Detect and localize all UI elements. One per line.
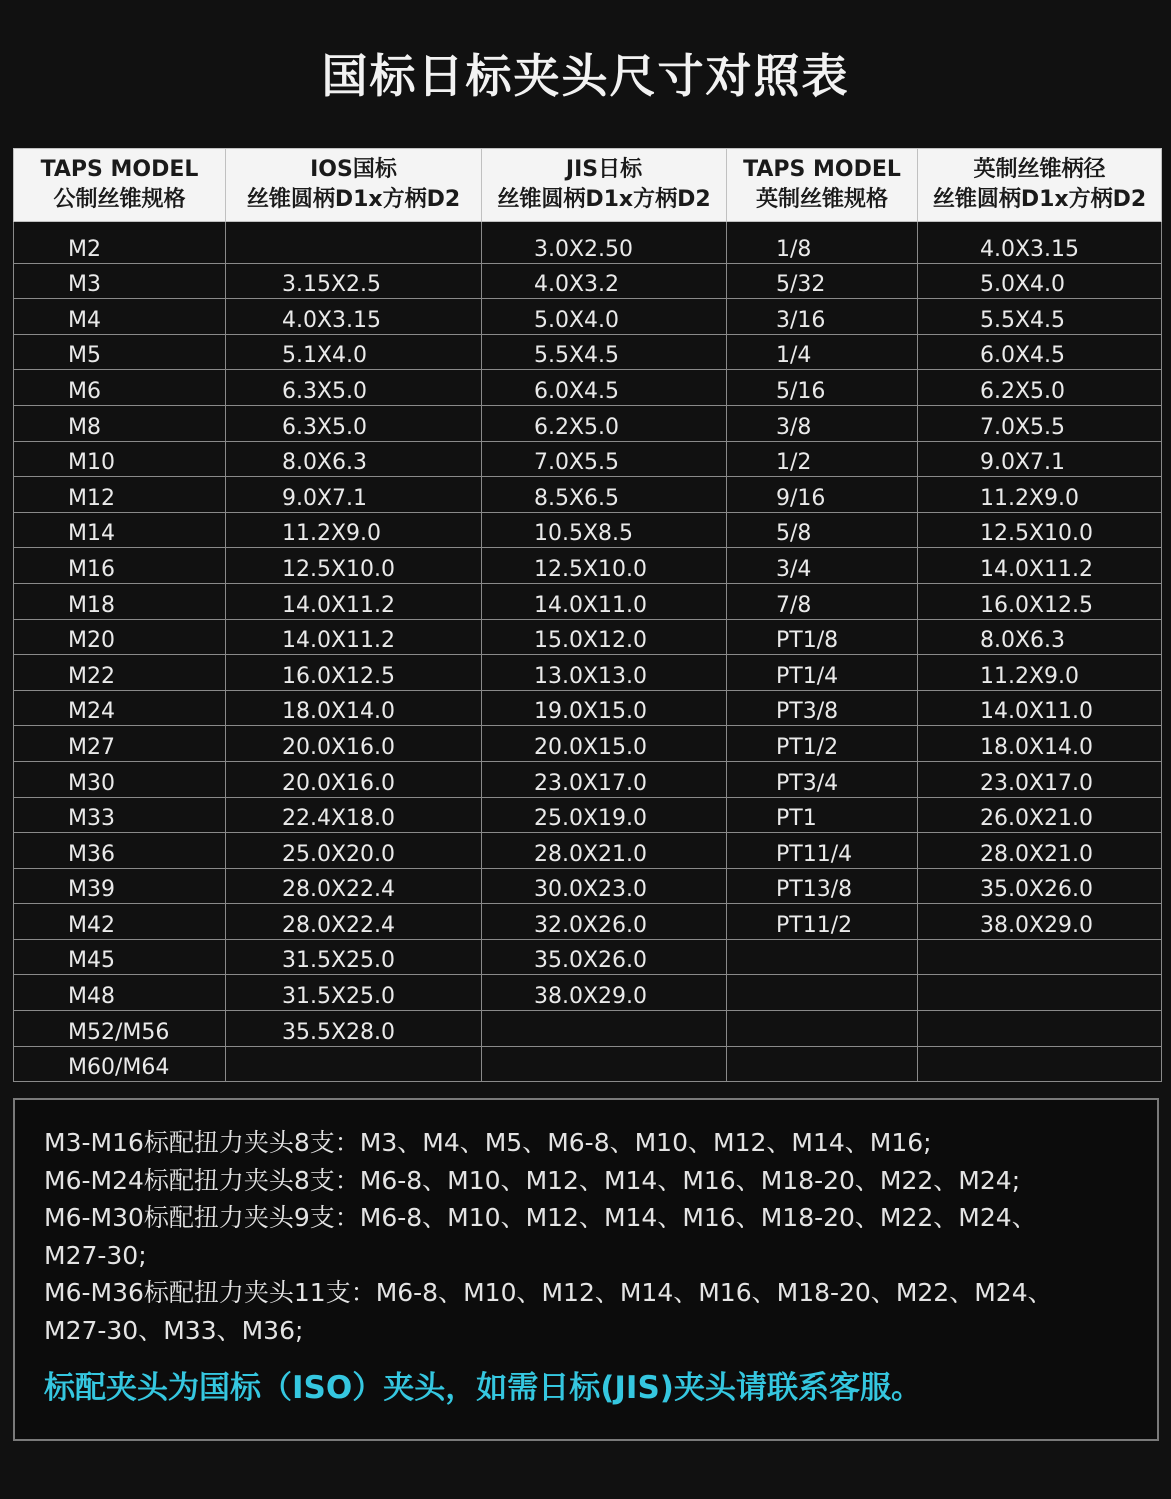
table-cell: PT3/4 — [727, 761, 918, 797]
table-cell: 26.0X21.0 — [918, 797, 1162, 833]
table-cell: 15.0X12.0 — [482, 619, 727, 655]
table-cell — [918, 939, 1162, 975]
table-cell: 3/8 — [727, 405, 918, 441]
table-cell: 18.0X14.0 — [918, 726, 1162, 762]
note-line: M6-M36标配扭力夹头11支：M6-8、M10、M12、M14、M16、M18-20、M22、M24、 — [44, 1278, 1053, 1307]
table-cell: M3 — [14, 263, 226, 299]
table-cell: M12 — [14, 477, 226, 513]
table-row — [14, 222, 1162, 264]
notes-box — [13, 1098, 1159, 1441]
table-cell — [727, 975, 918, 1011]
table-cell: 4.0X3.15 — [226, 299, 482, 335]
table-cell: 31.5X25.0 — [226, 939, 482, 975]
table-cell: 6.0X4.5 — [918, 334, 1162, 370]
table-cell: 10.5X8.5 — [482, 512, 727, 548]
table-cell: 12.5X10.0 — [482, 548, 727, 584]
table-cell: 19.0X15.0 — [482, 690, 727, 726]
table-cell: 11.2X9.0 — [918, 655, 1162, 691]
table-row — [14, 797, 1162, 833]
table-cell — [918, 1046, 1162, 1082]
table-cell: M18 — [14, 583, 226, 619]
note-line: M3-M16标配扭力夹头8支：M3、M4、M5、M6-8、M10、M12、M14、M16; — [44, 1128, 932, 1157]
table-cell: 1/8 — [727, 222, 918, 264]
note-line: M6-M24标配扭力夹头8支：M6-8、M10、M12、M14、M16、M18-20、M22、M24; — [44, 1165, 1021, 1195]
table-body — [14, 222, 1162, 1082]
table-cell — [918, 1011, 1162, 1047]
table-cell: 7.0X5.5 — [918, 405, 1162, 441]
table-row — [14, 370, 1162, 406]
table-cell: 4.0X3.15 — [918, 222, 1162, 264]
table-row — [14, 619, 1162, 655]
table-row — [14, 512, 1162, 548]
table-cell: 3/4 — [727, 548, 918, 584]
table-row — [14, 655, 1162, 691]
table-cell: M36 — [14, 833, 226, 869]
table-cell: 14.0X11.2 — [226, 583, 482, 619]
table-cell: 5/16 — [727, 370, 918, 406]
table-row — [14, 833, 1162, 869]
table-cell: 14.0X11.0 — [482, 583, 727, 619]
table-cell: 5.5X4.5 — [918, 299, 1162, 335]
table-row — [14, 299, 1162, 335]
table-cell: 14.0X11.2 — [918, 548, 1162, 584]
table-cell: 8.5X6.5 — [482, 477, 727, 513]
table-cell — [727, 1046, 918, 1082]
table-cell: 20.0X15.0 — [482, 726, 727, 762]
table-cell: M24 — [14, 690, 226, 726]
table-cell: PT1/4 — [727, 655, 918, 691]
header-metric-model: TAPS MODEL 公制丝锥规格 — [14, 149, 226, 222]
table-cell: 3/16 — [727, 299, 918, 335]
notes-list — [44, 1124, 1134, 1349]
table-cell — [727, 939, 918, 975]
table-cell — [482, 1046, 727, 1082]
table-cell: 6.2X5.0 — [918, 370, 1162, 406]
table-cell: 13.0X13.0 — [482, 655, 727, 691]
table-cell: 23.0X17.0 — [918, 761, 1162, 797]
table-cell — [226, 222, 482, 264]
table-cell: M27 — [14, 726, 226, 762]
table-row — [14, 548, 1162, 584]
table-cell: M48 — [14, 975, 226, 1011]
note-line: M27-30; — [44, 1240, 147, 1270]
table-cell: M8 — [14, 405, 226, 441]
header-jis: JIS日标 丝锥圆柄D1x方柄D2 — [482, 149, 727, 222]
table-cell: 6.0X4.5 — [482, 370, 727, 406]
table-cell: 9.0X7.1 — [226, 477, 482, 513]
table-cell: 23.0X17.0 — [482, 761, 727, 797]
table-cell: M16 — [14, 548, 226, 584]
table-cell: 5/8 — [727, 512, 918, 548]
table-row — [14, 761, 1162, 797]
table-cell: M4 — [14, 299, 226, 335]
table-cell: 20.0X16.0 — [226, 761, 482, 797]
note-line: M6-M30标配扭力夹头9支：M6-8、M10、M12、M14、M16、M18-20、M22、M24、 — [44, 1203, 1037, 1232]
header-iso: IOS国标 丝锥圆柄D1x方柄D2 — [226, 149, 482, 222]
table-cell: 9/16 — [727, 477, 918, 513]
table-cell: 14.0X11.0 — [918, 690, 1162, 726]
table-cell: 14.0X11.2 — [226, 619, 482, 655]
table-cell: 35.0X26.0 — [482, 939, 727, 975]
table-cell: 8.0X6.3 — [918, 619, 1162, 655]
table-cell: 28.0X22.4 — [226, 904, 482, 940]
table-cell: 28.0X21.0 — [918, 833, 1162, 869]
table-cell: M2 — [14, 222, 226, 264]
table-cell: 16.0X12.5 — [226, 655, 482, 691]
table-cell — [226, 1046, 482, 1082]
table-cell: M52/M56 — [14, 1011, 226, 1047]
header-imperial-model: TAPS MODEL 英制丝锥规格 — [727, 149, 918, 222]
table-cell: 1/2 — [727, 441, 918, 477]
table-cell: 4.0X3.2 — [482, 263, 727, 299]
table-cell: 5.1X4.0 — [226, 334, 482, 370]
table-cell: PT1/2 — [727, 726, 918, 762]
table-cell: 22.4X18.0 — [226, 797, 482, 833]
table-cell: M22 — [14, 655, 226, 691]
highlight-note: 标配夹头为国标（ISO）夹头，如需日标(JIS)夹头请联系客服。 — [44, 1370, 922, 1406]
table-row — [14, 904, 1162, 940]
table-cell: 7/8 — [727, 583, 918, 619]
table-row — [14, 334, 1162, 370]
table-cell — [918, 975, 1162, 1011]
table-header-row — [14, 149, 1162, 222]
table-cell: 28.0X22.4 — [226, 868, 482, 904]
table-cell: 16.0X12.5 — [918, 583, 1162, 619]
table-cell: 3.0X2.50 — [482, 222, 727, 264]
size-comparison-table — [13, 148, 1162, 1082]
table-cell: 35.0X26.0 — [918, 868, 1162, 904]
table-cell: 6.2X5.0 — [482, 405, 727, 441]
table-row — [14, 583, 1162, 619]
table-cell: 8.0X6.3 — [226, 441, 482, 477]
table-cell: 5.0X4.0 — [482, 299, 727, 335]
table-cell: 11.2X9.0 — [226, 512, 482, 548]
table-cell: M33 — [14, 797, 226, 833]
table-cell: PT11/4 — [727, 833, 918, 869]
table-row — [14, 975, 1162, 1011]
table-cell: M30 — [14, 761, 226, 797]
table-cell: 9.0X7.1 — [918, 441, 1162, 477]
table-cell: 35.5X28.0 — [226, 1011, 482, 1047]
table-cell — [482, 1011, 727, 1047]
table-cell: M42 — [14, 904, 226, 940]
table-row — [14, 1046, 1162, 1082]
table-cell: M39 — [14, 868, 226, 904]
table-cell: PT13/8 — [727, 868, 918, 904]
table-cell: M6 — [14, 370, 226, 406]
table-cell: 28.0X21.0 — [482, 833, 727, 869]
table-cell: 20.0X16.0 — [226, 726, 482, 762]
page-title: 国标日标夹头尺寸对照表 — [321, 49, 850, 103]
table-cell: 38.0X29.0 — [482, 975, 727, 1011]
table-cell: 6.3X5.0 — [226, 370, 482, 406]
table-cell: 38.0X29.0 — [918, 904, 1162, 940]
table-cell: 18.0X14.0 — [226, 690, 482, 726]
table-cell: 25.0X20.0 — [226, 833, 482, 869]
table-row — [14, 1011, 1162, 1047]
table-row — [14, 477, 1162, 513]
table-cell: 5/32 — [727, 263, 918, 299]
table-cell: 32.0X26.0 — [482, 904, 727, 940]
table-row — [14, 726, 1162, 762]
table-cell: PT11/2 — [727, 904, 918, 940]
table-row — [14, 263, 1162, 299]
table-cell — [727, 1011, 918, 1047]
table-cell: 6.3X5.0 — [226, 405, 482, 441]
table-cell: 11.2X9.0 — [918, 477, 1162, 513]
table-row — [14, 441, 1162, 477]
table-cell: M14 — [14, 512, 226, 548]
table-cell: 5.0X4.0 — [918, 263, 1162, 299]
table-cell: M60/M64 — [14, 1046, 226, 1082]
header-imperial-shank: 英制丝锥柄径 丝锥圆柄D1x方柄D2 — [918, 149, 1162, 222]
table-row — [14, 405, 1162, 441]
table-cell: M20 — [14, 619, 226, 655]
table-cell: 5.5X4.5 — [482, 334, 727, 370]
table-cell: 12.5X10.0 — [226, 548, 482, 584]
table-cell: PT1 — [727, 797, 918, 833]
table-cell: 25.0X19.0 — [482, 797, 727, 833]
note-line: M27-30、M33、M36; — [44, 1315, 304, 1345]
table-cell: 12.5X10.0 — [918, 512, 1162, 548]
table-row — [14, 939, 1162, 975]
table-cell: M10 — [14, 441, 226, 477]
table-cell: M45 — [14, 939, 226, 975]
table-cell: PT1/8 — [727, 619, 918, 655]
table-cell: 3.15X2.5 — [226, 263, 482, 299]
table-cell: 1/4 — [727, 334, 918, 370]
table-row — [14, 868, 1162, 904]
table-cell: 30.0X23.0 — [482, 868, 727, 904]
table-cell: 31.5X25.0 — [226, 975, 482, 1011]
table-row — [14, 690, 1162, 726]
table-cell: 7.0X5.5 — [482, 441, 727, 477]
table-cell: PT3/8 — [727, 690, 918, 726]
table-cell: M5 — [14, 334, 226, 370]
